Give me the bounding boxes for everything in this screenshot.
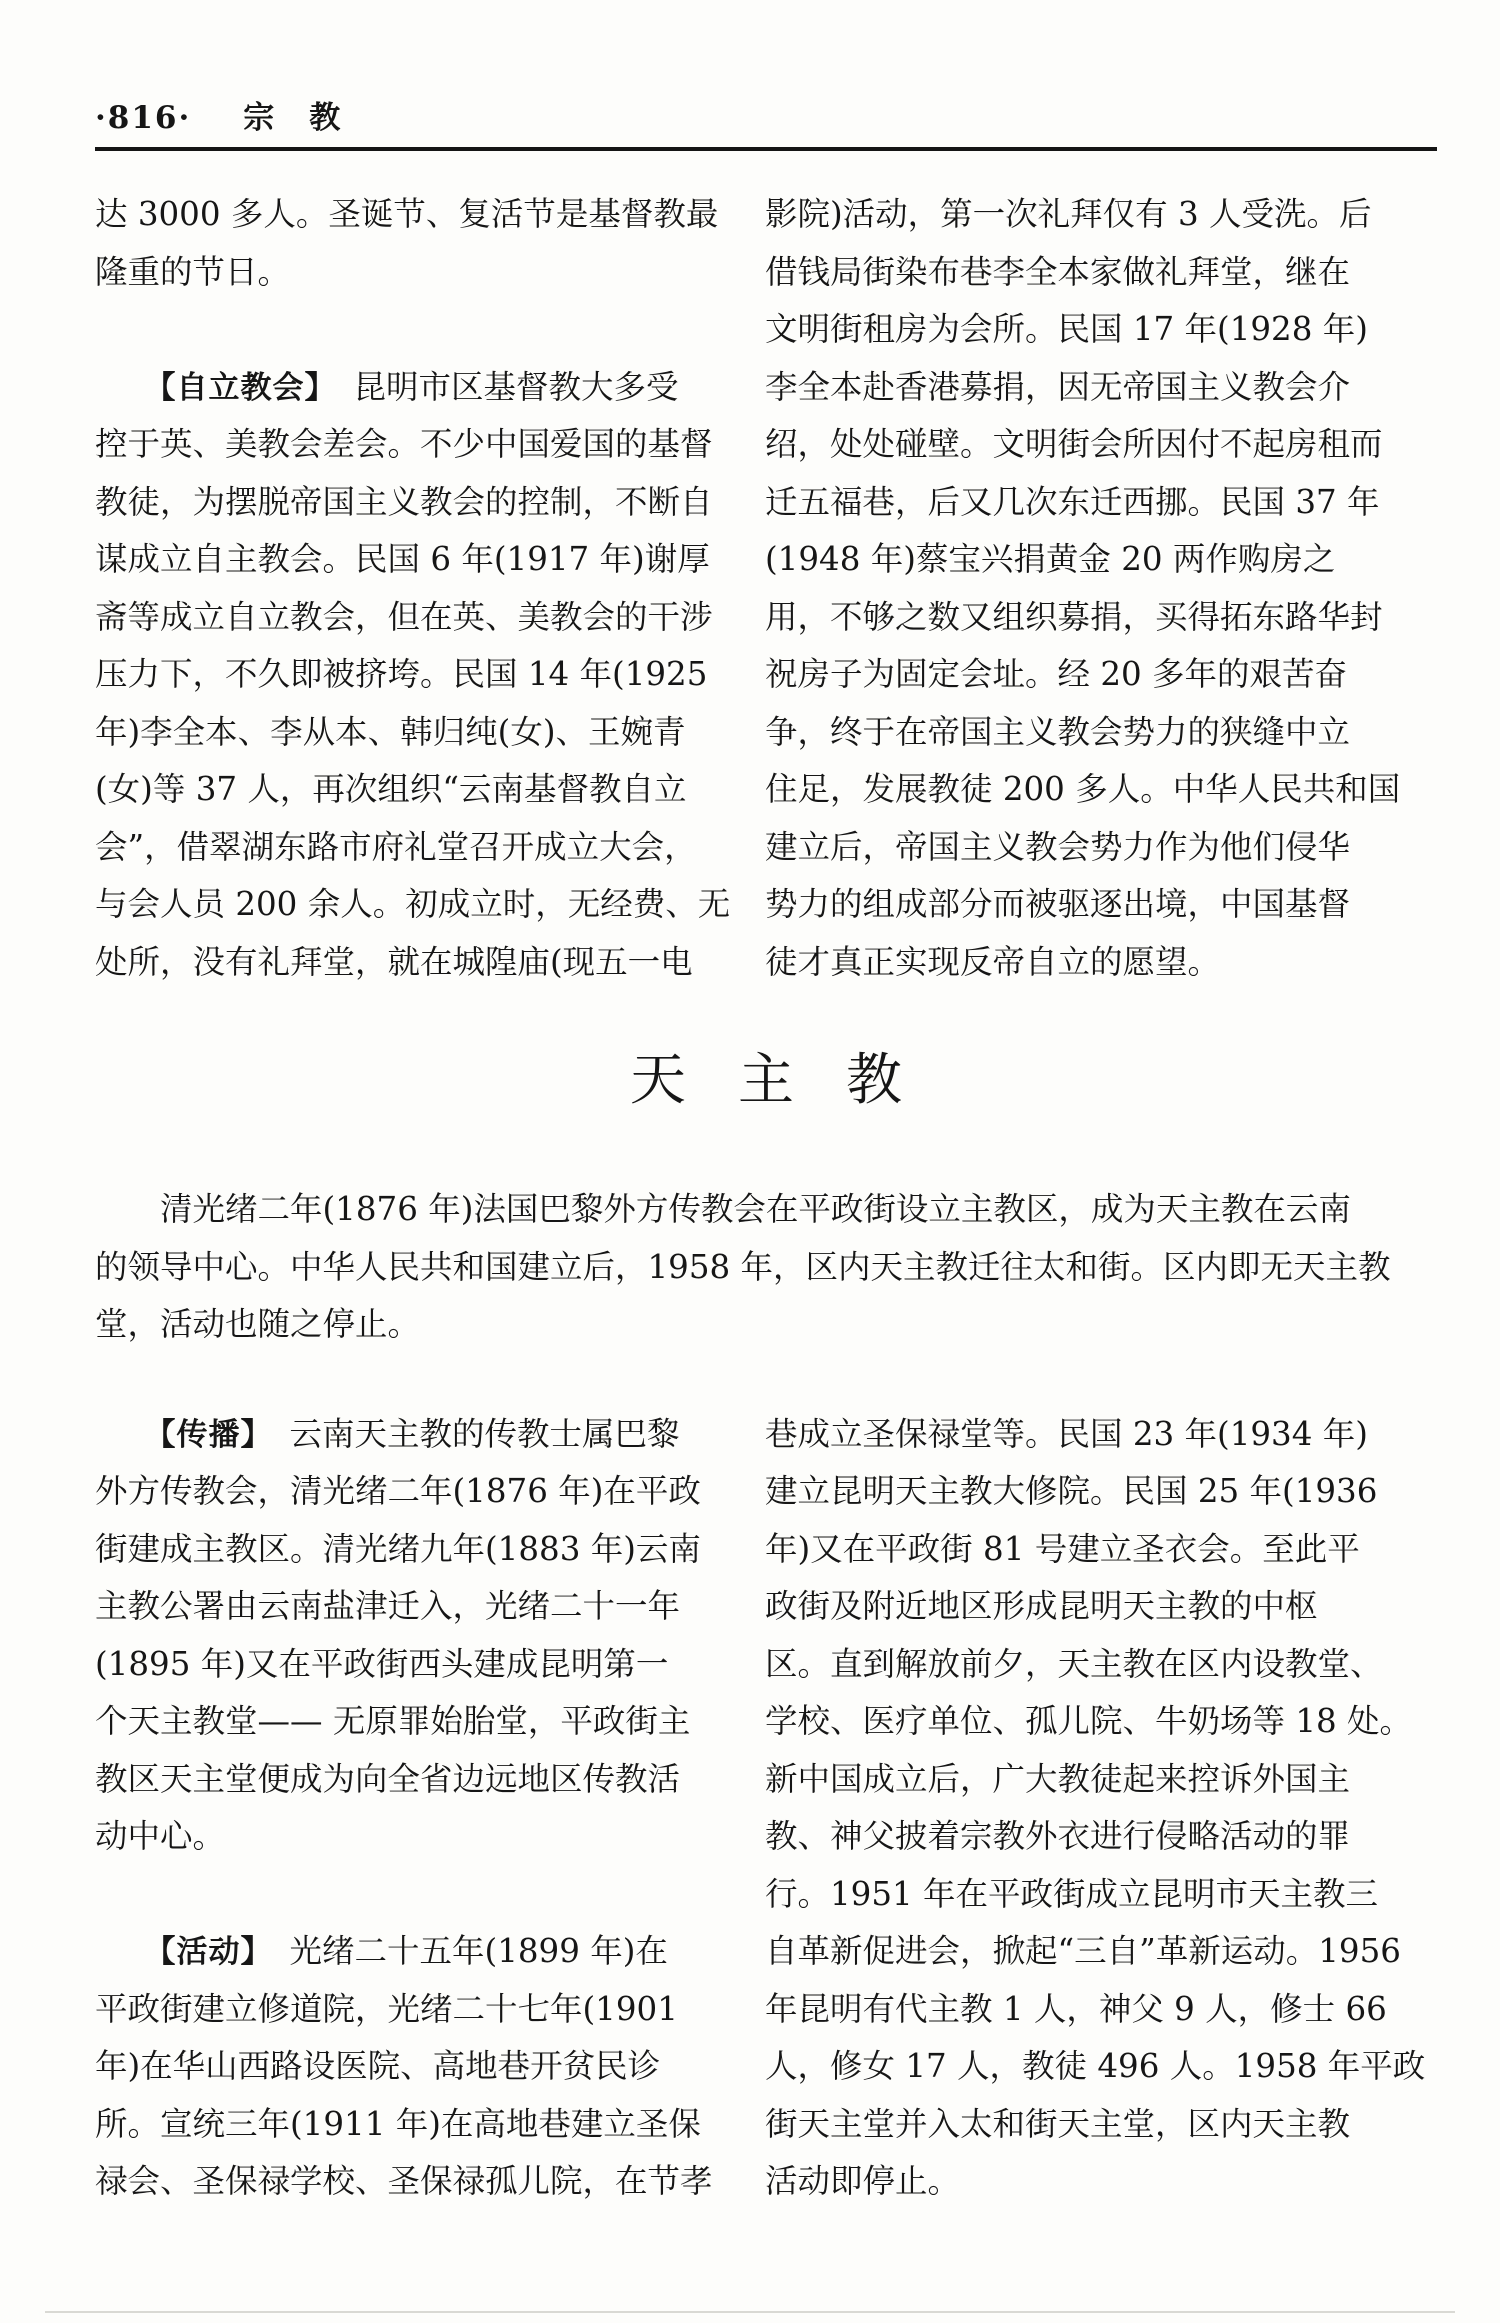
text-line: 自革新促进会，掀起“三自”革新运动。1956 — [765, 1932, 1401, 1970]
text-line: 斋等成立自立教会，但在英、美教会的干涉 — [95, 597, 713, 636]
text-line: 平政街建立修道院，光绪二十七年(1901 — [95, 1989, 678, 2028]
text-line: 李全本赴香港募捐，因无帝国主义教会介 — [765, 367, 1351, 406]
text-line: 禄会、圣保禄学校、圣保禄孤儿院，在节孝 — [95, 2162, 713, 2200]
text-line: 住足，发展教徒 200 多人。中华人民共和国 — [765, 770, 1401, 808]
right-column — [765, 186, 1401, 991]
text-line: 势力的组成部分而被驱逐出境，中国基督 — [765, 885, 1351, 923]
text-line: 清光绪二年(1876 年)法国巴黎外方传教会在平政街设立主教区，成为天主教在云南 — [95, 1190, 1351, 1228]
text-line: 的领导中心。中华人民共和国建立后，1958 年，区内天主教迁往太和街。区内即无天主教 — [95, 1247, 1391, 1286]
running-section-title: 宗 教 — [243, 100, 343, 136]
right-column — [765, 1406, 1426, 2211]
text-line: 压力下，不久即被挤垮。民国 14 年(1925 — [95, 655, 708, 693]
left-column — [95, 186, 731, 991]
entry-title: 【自立教会】 — [160, 369, 322, 406]
text-line: 徒才真正实现反帝自立的愿望。 — [765, 942, 1221, 981]
scan-bottom-edge — [45, 2311, 1455, 2313]
text-line: 行。1951 年在平政街成立昆明市天主教三 — [765, 1874, 1379, 1913]
text-line: 学校、医疗单位、孤儿院、牛奶场等 18 处。 — [765, 1702, 1413, 1740]
text-line: 【自立教会】 昆明市区基督教大多受 — [160, 367, 679, 406]
text-line: 活动即停止。 — [765, 2162, 961, 2200]
entry-title: 【传播】 — [160, 1416, 258, 1453]
text-line: 政街及附近地区形成昆明天主教的中枢 — [765, 1587, 1318, 1625]
page-header — [95, 98, 1500, 138]
text-line: 与会人员 200 余人。初成立时，无经费、无 — [95, 885, 731, 923]
text-line: 新中国成立后，广大教徒起来控诉外国主 — [765, 1759, 1351, 1798]
text-line: 【活动】 光绪二十五年(1899 年)在 — [160, 1932, 668, 1970]
text-line: 祝房子为固定会址。经 20 多年的艰苦奋 — [765, 655, 1348, 693]
text-line: 堂，活动也随之停止。 — [95, 1305, 421, 1343]
text-line: 年)在华山西路设医院、高地巷开贫民诊 — [95, 2047, 661, 2085]
text-line: 会”，借翠湖东路市府礼堂召开成立大会， — [95, 827, 697, 866]
text-line: 所。宣统三年(1911 年)在高地巷建立圣保 — [95, 2104, 701, 2143]
christianity-section — [95, 186, 1500, 991]
text-line: 巷成立圣保禄堂等。民国 23 年(1934 年) — [765, 1414, 1368, 1453]
text-line: 主教公署由云南盐津迁入，光绪二十一年 — [95, 1587, 681, 1625]
text-line: 区。直到解放前夕，天主教在区内设教堂、 — [765, 1644, 1383, 1683]
text-line: 街建成主教区。清光绪九年(1883 年)云南 — [95, 1529, 701, 1568]
text-line: 建立后，帝国主义教会势力作为他们侵华 — [765, 827, 1351, 866]
text-line: 个天主教堂—— 无原罪始胎堂，平政街主 — [95, 1702, 691, 1740]
text-line: 借钱局街染布巷李全本家做礼拜堂，继在 — [765, 252, 1351, 291]
text-line — [95, 301, 717, 359]
text-line: 动中心。 — [95, 1817, 226, 1855]
text-line: 外方传教会，清光绪二年(1876 年)在平政 — [95, 1472, 701, 1510]
text-line: 控于英、美教会差会。不少中国爱国的基督 — [95, 425, 713, 463]
text-line: 人，修女 17 人，教徒 496 人。1958 年平政 — [765, 2047, 1426, 2085]
text-line: 教区天主堂便成为向全省边远地区传教活 — [95, 1759, 681, 1798]
text-line: 建立昆明天主教大修院。民国 25 年(1936 — [765, 1472, 1378, 1510]
text-line: 谋成立自主教会。民国 6 年(1917 年)谢厚 — [95, 540, 710, 578]
text-line: (1948 年)蔡宝兴捐黄金 20 两作购房之 — [765, 540, 1336, 578]
text-line: 【传播】 云南天主教的传教士属巴黎 — [160, 1414, 680, 1453]
text-line: 隆重的节日。 — [95, 252, 291, 291]
left-column — [95, 1406, 717, 2211]
text-line: 处所，没有礼拜堂，就在城隍庙(现五一电 — [95, 942, 693, 981]
page-number: ·816· — [95, 100, 192, 136]
chapter-title — [95, 1046, 1437, 1116]
text-line: (女)等 37 人，再次组织“云南基督教自立 — [95, 770, 687, 808]
text-line: 教徒，为摆脱帝国主义教会的控制，不断自 — [95, 482, 713, 521]
text-line: 争，终于在帝国主义教会势力的狭缝中立 — [765, 712, 1351, 751]
header-rule — [95, 147, 1437, 151]
chapter-intro — [95, 1181, 1395, 1354]
text-line — [95, 1866, 717, 1924]
text-line: 影院)活动，第一次礼拜仅有 3 人受洗。后 — [765, 195, 1372, 233]
text-line: (1895 年)又在平政街西头建成昆明第一 — [95, 1644, 669, 1683]
catholicism-section — [95, 1406, 1500, 2211]
text-line: 迁五福巷，后又几次东迁西挪。民国 37 年 — [765, 482, 1380, 521]
text-line: 用，不够之数又组织募捐，买得拓东路华封 — [765, 597, 1383, 636]
chapter-title-text: 天主教 — [630, 1048, 954, 1113]
text-line: 年昆明有代主教 1 人，神父 9 人，修士 66 — [765, 1989, 1387, 2028]
text-line: 街天主堂并入太和街天主堂，区内天主教 — [765, 2104, 1351, 2143]
text-line: 达 3000 多人。圣诞节、复活节是基督教最 — [95, 195, 719, 233]
text-line: 教、神父披着宗教外衣进行侵略活动的罪 — [765, 1817, 1351, 1855]
entry-title: 【活动】 — [160, 1934, 258, 1970]
text-line: 年)又在平政街 81 号建立圣衣会。至此平 — [765, 1529, 1360, 1568]
text-line: 绍，处处碰壁。文明街会所因付不起房租而 — [765, 425, 1383, 463]
text-line: 文明街租房为会所。民国 17 年(1928 年) — [765, 310, 1368, 348]
text-line: 年)李全本、李从本、韩归纯(女)、王婉青 — [95, 712, 686, 751]
